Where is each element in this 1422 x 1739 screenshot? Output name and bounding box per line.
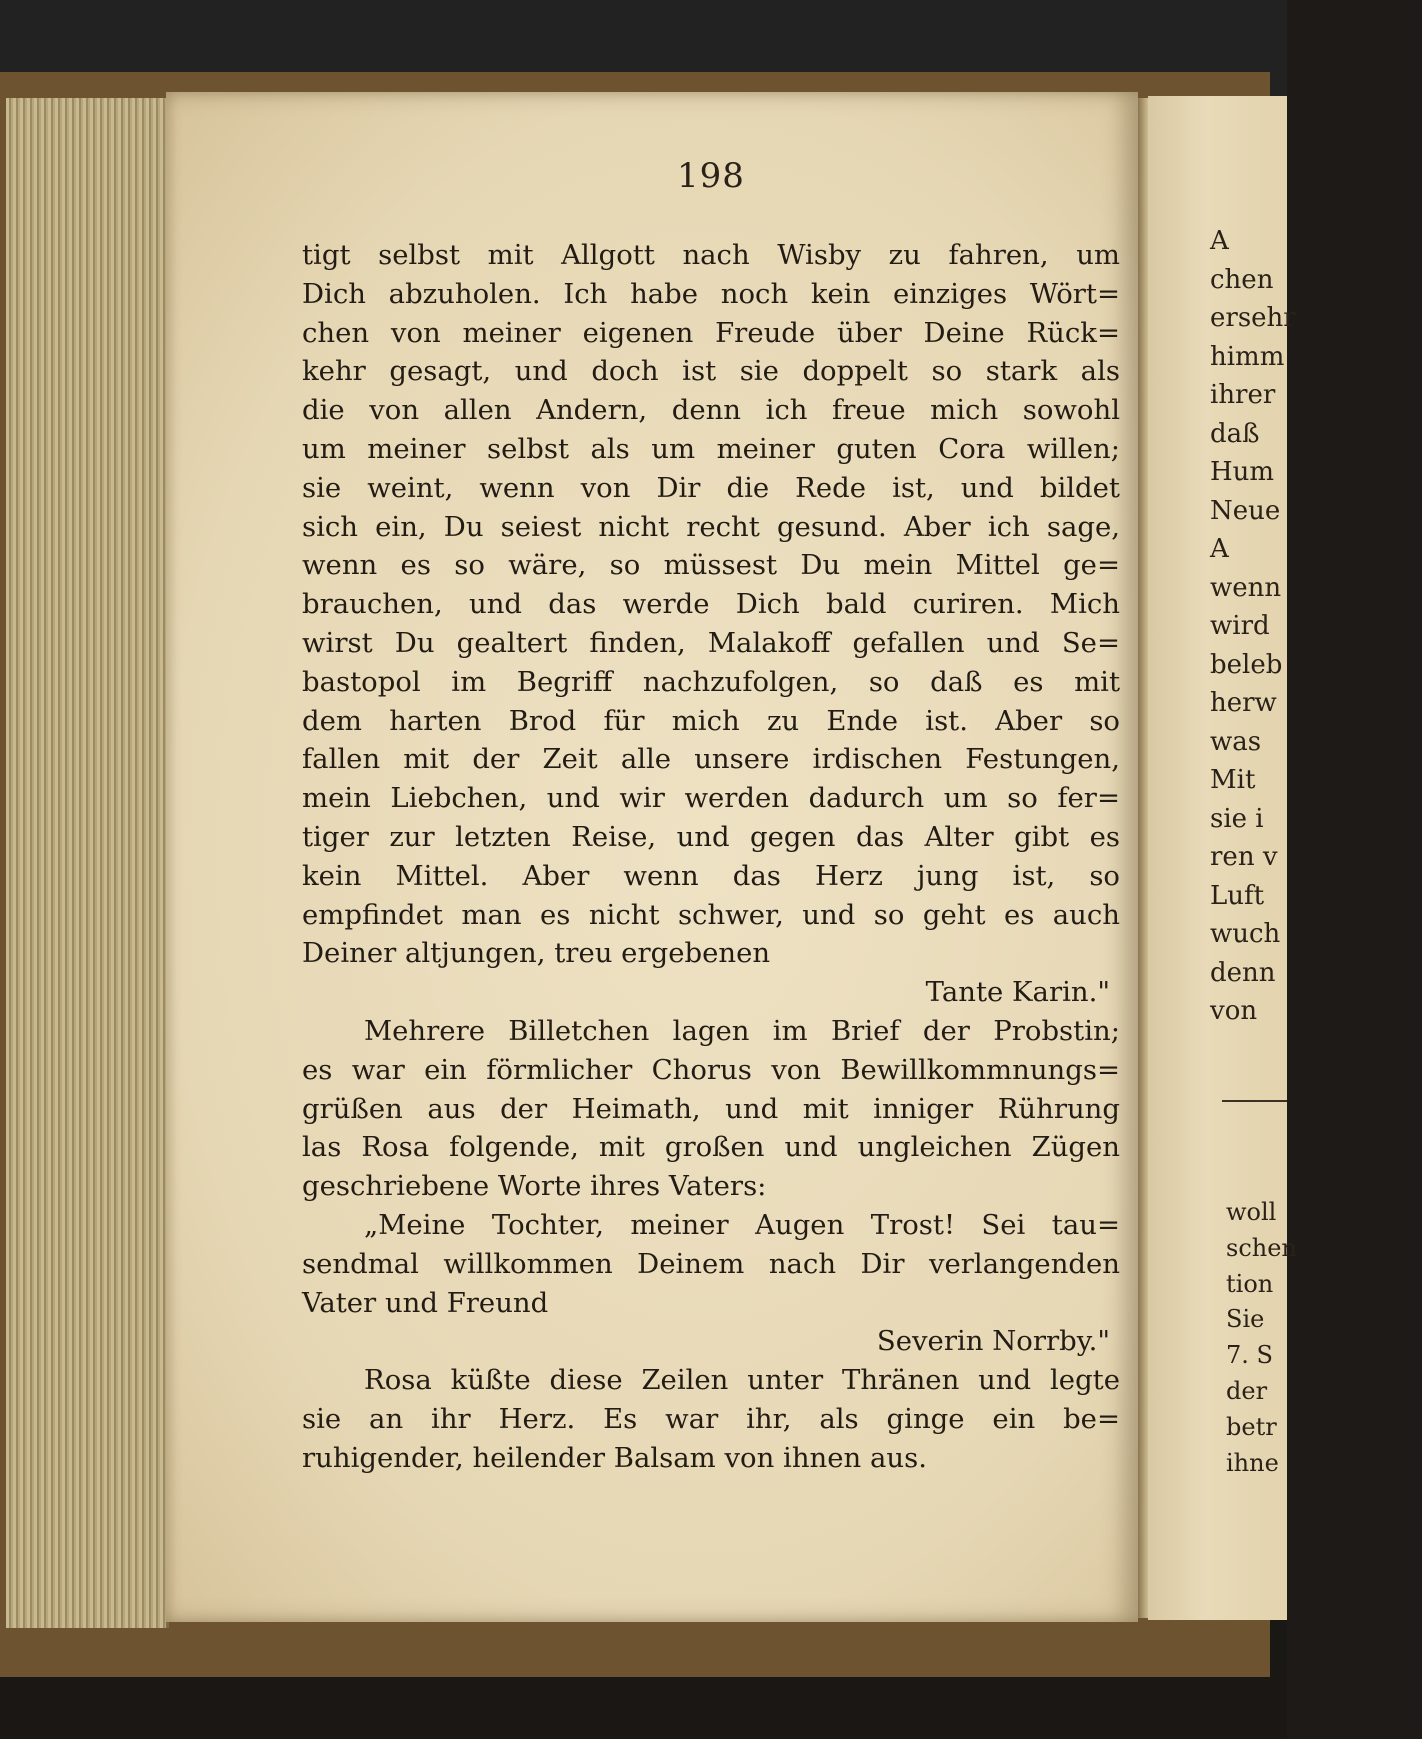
page-number: 198 [677, 156, 745, 196]
facing-line: was [1210, 726, 1262, 757]
text-line: „Meine Tochter, meiner Augen Trost! Sei tau= [364, 1208, 1120, 1241]
facing-line: von [1210, 996, 1258, 1026]
text-line: wirst Du gealtert finden, Malakoff gefallen und Se= [302, 626, 1120, 659]
facing-line: Sie [1226, 1305, 1265, 1334]
facing-line: schen [1226, 1233, 1297, 1262]
text-line: kehr gesagt, und doch ist sie doppelt so stark als [302, 355, 1120, 388]
facing-line: woll [1226, 1198, 1277, 1226]
facing-line: beleb [1210, 649, 1283, 680]
facing-line: tion [1226, 1269, 1274, 1298]
facing-line: wenn [1210, 572, 1282, 603]
text-line: Mehrere Billetchen lagen im Brief der Probstin; [364, 1014, 1120, 1047]
text-line: Deiner altjungen, treu ergebenen [302, 937, 771, 970]
facing-line: ihne [1226, 1448, 1279, 1477]
text-line: sendmal willkommen Deinem nach Dir verlangenden [302, 1247, 1120, 1280]
facing-line: denn [1210, 957, 1276, 988]
signature: Severin Norrby." [876, 1325, 1110, 1358]
facing-line: wuch [1210, 919, 1281, 949]
text-line: tigt selbst mit Allgott nach Wisby zu fahren, um [302, 239, 1120, 271]
text-line: Rosa küßte diese Zeilen unter Thränen und legte [364, 1364, 1120, 1397]
facing-line: Mit [1210, 765, 1256, 795]
facing-line: ren v [1210, 842, 1278, 872]
text-line: die von allen Andern, denn ich freue mich sowohl [302, 394, 1120, 427]
facing-line: Hum [1210, 457, 1275, 487]
facing-line: A [1210, 534, 1229, 564]
text-line: fallen mit der Zeit alle unsere irdischen Festungen, [302, 743, 1120, 776]
facing-line: chen [1210, 264, 1274, 295]
text-line: sie an ihr Herz. Es war ihr, als ginge ein be= [302, 1402, 1120, 1435]
text-line: geschriebene Worte ihres Vaters: [302, 1170, 767, 1203]
text-line: wenn es so wäre, so müssest Du mein Mittel ge= [302, 549, 1120, 582]
body-text [302, 236, 1120, 1478]
book-gutter [1138, 98, 1148, 1618]
facing-page-text [1210, 222, 1296, 1031]
text-line: tiger zur letzten Reise, und gegen das Alter gibt es [302, 820, 1120, 853]
facing-page-rule [1222, 1100, 1287, 1102]
facing-line: 7. S [1226, 1341, 1273, 1370]
facing-line: Luft [1210, 880, 1265, 911]
text-line: es war ein förmlicher Chorus von Bewillkommnungs= [302, 1053, 1120, 1086]
facing-line: ihrer [1210, 380, 1276, 410]
page-edges [6, 98, 169, 1628]
text-line: um meiner selbst als um meiner guten Cora willen; [302, 432, 1120, 465]
text-line: grüßen aus der Heimath, und mit inniger Rührung [302, 1092, 1120, 1125]
text-line: brauchen, und das werde Dich bald curiren. Mich [302, 588, 1120, 621]
facing-line: wird [1210, 611, 1270, 641]
facing-line: herw [1210, 688, 1277, 718]
text-line: sie weint, wenn von Dir die Rede ist, und bildet [302, 471, 1120, 504]
facing-line: himm [1210, 341, 1285, 372]
facing-line: der [1226, 1376, 1268, 1405]
text-line: empfindet man es nicht schwer, und so geht es auch [302, 898, 1120, 931]
text-line: sich ein, Du seiest nicht recht gesund. Aber ich sage, [302, 510, 1120, 543]
facing-line: A [1210, 226, 1229, 256]
text-line: Vater und Freund [302, 1286, 549, 1319]
text-line: kein Mittel. Aber wenn das Herz jung ist, so [302, 859, 1120, 892]
text-line: chen von meiner eigenen Freude über Deine Rück= [302, 316, 1120, 349]
text-line: las Rosa folgende, mit großen und ungleichen Zügen [302, 1131, 1120, 1164]
facing-line: Neue [1210, 495, 1281, 526]
facing-line: betr [1226, 1412, 1277, 1441]
facing-page-footnote [1226, 1195, 1297, 1481]
facing-line: daß [1210, 418, 1260, 449]
text-line: Dich abzuholen. Ich habe noch kein einziges Wört= [302, 277, 1120, 310]
facing-line: sie i [1210, 803, 1264, 834]
facing-line: ersehr [1210, 303, 1296, 333]
text-line: ruhigender, heilender Balsam von ihnen aus. [302, 1441, 927, 1474]
text-line: bastopol im Begriff nachzufolgen, so daß es mit [302, 665, 1120, 698]
signature: Tante Karin." [925, 976, 1110, 1009]
text-line: dem harten Brod für mich zu Ende ist. Aber so [302, 704, 1120, 737]
text-line: mein Liebchen, und wir werden dadurch um so fer= [302, 782, 1120, 815]
